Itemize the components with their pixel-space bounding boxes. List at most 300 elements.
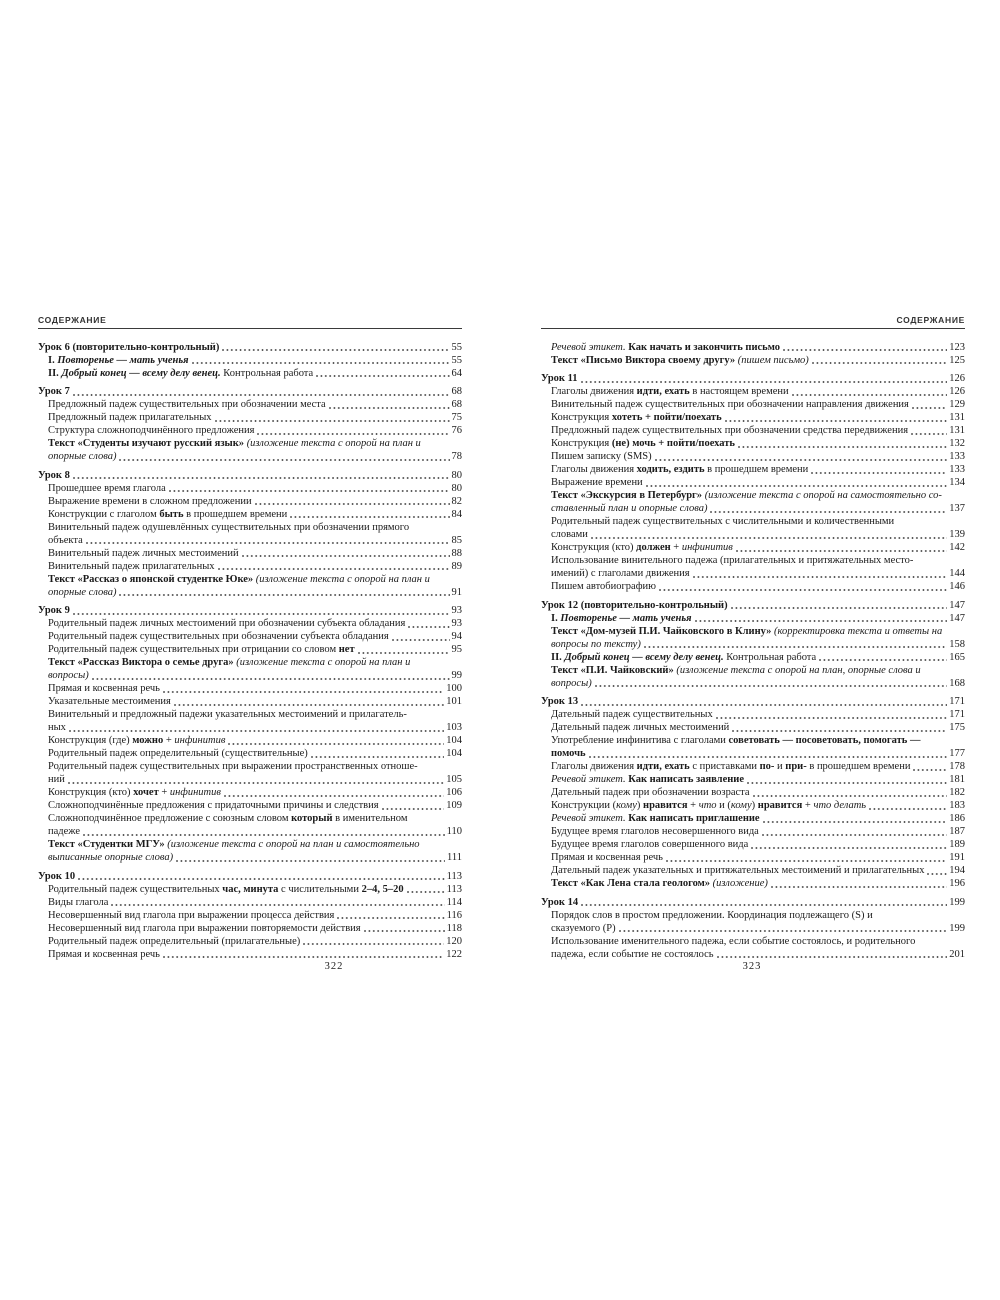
toc-entry	[541, 708, 965, 721]
toc-entry-text: вопросы по тексту)	[551, 638, 641, 650]
page-ref: 175	[949, 722, 965, 733]
toc-entry-text: опорные слова)	[48, 451, 117, 462]
toc-entry	[38, 547, 462, 560]
dot-leader	[408, 625, 449, 629]
toc-lesson-entry	[38, 604, 462, 617]
dot-leader	[364, 929, 445, 933]
toc-entry	[38, 424, 462, 437]
dot-leader	[666, 859, 947, 863]
toc-entry-text: Текст «Студенты изучают русский язык» (изложение текста с опорой на план и	[48, 438, 421, 449]
page-ref: 114	[446, 896, 462, 908]
page-ref: 137	[949, 503, 965, 514]
page-ref: 100	[446, 683, 462, 694]
toc-entry-text: Сложноподчинённое предложение с союзным словом который в именительном	[48, 813, 408, 824]
toc-entry-text: Пишем автобиографию	[551, 581, 656, 592]
toc-entry	[38, 482, 462, 495]
toc-lesson-entry	[541, 599, 965, 612]
dot-leader	[716, 716, 948, 720]
dot-leader	[111, 903, 444, 907]
page-ref: 91	[451, 586, 462, 598]
dot-leader	[83, 833, 445, 837]
page-ref: 111	[447, 852, 462, 863]
toc-entry	[541, 838, 965, 851]
page-ref: 131	[949, 425, 965, 436]
toc-entry-text: Речевой этикет. Как написать приглашение	[551, 813, 760, 824]
dot-leader	[591, 536, 947, 540]
toc-entry	[38, 747, 462, 760]
toc-entry-text: вопросы)	[551, 677, 592, 689]
dot-leader	[290, 515, 449, 519]
toc-entry-text: Текст «Как Лена стала геологом» (изложение)	[551, 878, 768, 889]
dot-leader	[819, 658, 947, 662]
dot-leader	[646, 484, 948, 488]
dot-leader	[224, 794, 444, 798]
toc-entry-text: Урок 13	[541, 696, 579, 707]
toc-lesson-entry	[38, 469, 462, 482]
dot-leader	[725, 419, 948, 423]
toc-entry	[541, 773, 965, 786]
dot-leader	[869, 807, 947, 811]
toc-entry	[38, 573, 462, 599]
toc-entry-text: Родительный падеж существительных с числительными и количественными	[551, 516, 895, 527]
toc-entry-text: Порядок слов в простом предложении. Координация подлежащего (S) и	[551, 909, 873, 921]
dot-leader	[812, 361, 947, 365]
toc-entry-text: Дательный падеж существительных	[551, 709, 713, 720]
toc-entry-text: Будущее время глаголов совершенного вида	[551, 839, 749, 850]
dot-leader	[927, 872, 947, 876]
toc-entry-text: Текст «Экскурсия в Петербург» (изложение текста с опорой на самостоятельно со-	[551, 490, 942, 501]
toc-lesson-entry	[541, 695, 965, 708]
toc-entry-text: Урок 8	[38, 469, 70, 481]
toc-entry	[38, 909, 462, 922]
dot-leader	[710, 510, 947, 514]
toc-entry-text: Дательный падеж указательных и притяжательных местоимений и прилагательных	[551, 865, 925, 876]
toc-entry-text: Конструкция (где) можно + инфинитив	[48, 735, 226, 746]
page-ref: 120	[446, 935, 462, 947]
dot-leader	[358, 651, 450, 655]
page-ref: 113	[446, 870, 462, 882]
toc-entry-text: объекта	[48, 534, 83, 546]
toc-entry-text: Винительный и предложный падежи указательных местоимений и прилагатель-	[48, 709, 407, 720]
dot-leader	[644, 645, 947, 649]
toc-entry	[38, 354, 462, 367]
page-ref: 133	[949, 451, 965, 462]
dot-leader	[753, 794, 948, 798]
toc-entry-text: падеже	[48, 826, 81, 837]
page-ref: 182	[949, 787, 965, 798]
dot-leader	[119, 593, 449, 597]
toc-entry-text: Конструкция хотеть + пойти/поехать	[551, 412, 722, 423]
dot-leader	[86, 541, 450, 545]
toc-entry-text: Урок 11	[541, 373, 578, 384]
page-ref: 199	[949, 896, 965, 908]
toc-entry	[541, 411, 965, 424]
toc-entry	[541, 515, 965, 541]
toc-entry-text: Виды глагола	[48, 896, 109, 908]
dot-leader	[73, 476, 450, 480]
page-number-right: 323	[742, 961, 762, 972]
page-ref: 178	[949, 761, 965, 772]
page-ref: 80	[451, 469, 462, 481]
page-ref: 181	[949, 774, 965, 785]
toc-entry-text: Текст «Письмо Виктора своему другу» (пишем письмо)	[551, 354, 809, 366]
page-ref: 82	[451, 495, 462, 507]
page-ref: 122	[446, 948, 462, 960]
dot-leader	[176, 859, 445, 863]
toc-entry-text: Структура сложноподчинённого предложения	[48, 425, 255, 436]
page-ref: 64	[451, 367, 462, 379]
toc-entry-text: II. Добрый конец — всему делу венец. Контрольная работа	[551, 651, 817, 663]
toc-entry-text: Урок 14	[541, 896, 579, 908]
toc-entry-text: Сложноподчинённые предложения с придаточными причины и следствия	[48, 800, 379, 811]
toc-entry-text: Конструкция (не) мочь + пойти/поехать	[551, 438, 735, 449]
toc-entry-text: Конструкции (кому) нравится + что и (кому) нравится + что делать	[551, 800, 867, 811]
page-ref: 68	[451, 386, 462, 397]
toc-entry	[541, 476, 965, 489]
dot-leader	[738, 445, 947, 449]
dot-leader	[303, 942, 444, 946]
toc-entry-text: Использование винительного падежа (прилагательных и притяжательных место-	[551, 555, 914, 566]
page-ref: 196	[949, 878, 965, 889]
toc-entry	[541, 625, 965, 651]
page-ref: 201	[949, 948, 965, 960]
toc-entry	[38, 398, 462, 411]
toc-entry-text: Урок 12 (повторительно-контрольный)	[541, 599, 728, 611]
page-ref: 88	[451, 547, 462, 559]
page-ref: 110	[446, 826, 462, 837]
toc-entry-text: выписанные опорные слова)	[48, 852, 174, 863]
toc-entry	[38, 521, 462, 547]
page-ref: 94	[451, 631, 462, 642]
toc-entry-text: Несовершенный вид глагола при выражении повторяемости действия	[48, 922, 361, 934]
toc-entry-text: Глаголы движения ходить, ездить в прошедшем времени	[551, 464, 809, 475]
page-ref: 68	[451, 399, 462, 410]
page-ref: 126	[949, 386, 965, 397]
page-ref: 116	[446, 909, 462, 921]
dot-leader	[329, 406, 450, 410]
page-ref: 80	[451, 482, 462, 494]
toc-entry-text: Прошедшее время глагола	[48, 482, 166, 494]
toc-entry-text: Родительный падеж определительный (прилагательные)	[48, 935, 301, 947]
toc-entry-text: I. Повторенье — мать ученья	[48, 354, 189, 366]
toc-entry	[38, 508, 462, 521]
page-ref: 134	[949, 477, 965, 488]
toc-entry	[541, 541, 965, 554]
toc-lesson-entry	[38, 870, 462, 883]
page-ref: 55	[451, 354, 462, 366]
running-head-left: СОДЕРЖАНИЕ	[38, 315, 462, 329]
page-ref: 101	[446, 696, 462, 707]
toc-entry	[38, 896, 462, 909]
toc-entry-text: Конструкции с глаголом быть в прошедшем времени	[48, 508, 288, 520]
toc-entry	[38, 495, 462, 508]
toc-entry	[541, 341, 965, 354]
dot-leader	[912, 406, 947, 410]
toc-entry-text: Текст «П.И. Чайковский» (изложение текста с опорой на план, опорные слова и	[551, 664, 921, 676]
toc-entry	[541, 398, 965, 411]
toc-page-right	[541, 315, 965, 961]
page-ref: 99	[451, 670, 462, 681]
toc-entry-text: Указательные местоимения	[48, 696, 171, 707]
toc-entry	[541, 554, 965, 580]
dot-leader	[731, 606, 948, 610]
toc-entry-text: Предложный падеж существительных при обозначении средства передвижения	[551, 425, 909, 436]
toc-entry	[541, 463, 965, 476]
dot-leader	[659, 588, 947, 592]
toc-entry	[541, 450, 965, 463]
page-ref: 55	[451, 341, 462, 353]
toc-entry-text: Родительный падеж существительных час, минута с числительными 2–4, 5–20	[48, 883, 404, 895]
dot-leader	[619, 929, 948, 933]
dot-leader	[242, 554, 450, 558]
toc-entry-text: Прямая и косвенная речь	[48, 948, 160, 960]
toc-entry	[541, 935, 965, 961]
page-ref: 93	[451, 605, 462, 616]
toc-entry-text: Урок 9	[38, 605, 70, 616]
toc-entry-text: Глаголы движения идти, ехать с приставками по- и при- в прошедшем времени	[551, 761, 911, 772]
page-ref: 129	[949, 399, 965, 410]
toc-entry-text: I. Повторенье — мать ученья	[551, 612, 692, 624]
toc-entry	[541, 825, 965, 838]
toc-entry	[38, 948, 462, 961]
dot-leader	[751, 846, 947, 850]
toc-entry	[541, 721, 965, 734]
toc-entry-text: Выражение времени	[551, 477, 643, 488]
toc-entry	[38, 799, 462, 812]
page-ref: 76	[451, 425, 462, 436]
toc-entry-text: Конструкция (кто) должен + инфинитив	[551, 542, 733, 553]
page-ref: 187	[949, 826, 965, 837]
dot-leader	[783, 348, 947, 352]
dot-leader	[78, 877, 445, 881]
toc-entry-text: Текст «Рассказ о японской студентке Юке» (изложение текста с опорой на план и	[48, 573, 430, 585]
dot-leader	[192, 361, 450, 365]
toc-lesson-entry	[38, 385, 462, 398]
toc-entries-right	[541, 329, 965, 961]
toc-entry	[38, 935, 462, 948]
toc-entry	[541, 664, 965, 690]
page-ref: 139	[949, 529, 965, 540]
toc-entry	[38, 883, 462, 896]
toc-entry-text: Речевой этикет. Как начать и закончить письмо	[551, 341, 780, 353]
toc-entry	[38, 786, 462, 799]
page-number-left: 322	[324, 961, 344, 972]
page-ref: 131	[949, 412, 965, 423]
dot-leader	[311, 755, 444, 759]
dot-leader	[392, 638, 450, 642]
toc-entry	[38, 560, 462, 573]
toc-entry-text: Предложный падеж прилагательных	[48, 412, 212, 423]
page-ref: 165	[949, 651, 965, 663]
dot-leader	[581, 903, 947, 907]
toc-page-left	[38, 315, 462, 961]
toc-entry-text: Родительный падеж существительных при отрицании со словом нет	[48, 644, 355, 655]
toc-entry-text: Винительный падеж личных местоимений	[48, 547, 239, 559]
toc-entry-text: Дательный падеж при обозначении возраста	[551, 787, 750, 798]
toc-entry	[541, 734, 965, 760]
page-ref: 177	[949, 748, 965, 759]
toc-entry	[38, 367, 462, 380]
toc-entry	[541, 424, 965, 437]
toc-entry-text: Урок 6 (повторительно-контрольный)	[38, 341, 220, 353]
page-ref: 85	[451, 534, 462, 546]
page-ref: 168	[949, 677, 965, 689]
toc-entry	[541, 580, 965, 593]
page-ref: 142	[949, 542, 965, 553]
toc-entry-text: Употребление инфинитива с глаголами советовать — посоветовать, помогать —	[551, 735, 921, 746]
toc-entry	[38, 656, 462, 682]
toc-entry-text: Дательный падеж личных местоимений	[551, 722, 730, 733]
toc-entry	[38, 617, 462, 630]
toc-entry-text: ных	[48, 722, 66, 733]
page-ref: 189	[949, 839, 965, 850]
dot-leader	[222, 348, 449, 352]
dot-leader	[316, 374, 449, 378]
toc-entry-text: падежа, если событие не состоялось	[551, 948, 714, 960]
dot-leader	[337, 916, 444, 920]
toc-entry-text: Урок 10	[38, 870, 76, 882]
dot-leader	[771, 885, 947, 889]
dot-leader	[747, 781, 947, 785]
page-ref: 144	[949, 568, 965, 579]
page-ref: 93	[451, 618, 462, 629]
page-ref: 113	[446, 883, 462, 895]
page-ref: 133	[949, 464, 965, 475]
dot-leader	[73, 393, 450, 397]
toc-lesson-entry	[541, 372, 965, 385]
toc-entries-left	[38, 329, 462, 961]
toc-entry-text: Несовершенный вид глагола при выражении процесса действия	[48, 909, 335, 921]
dot-leader	[92, 677, 450, 681]
toc-entry-text: Пишем записку (SMS)	[551, 451, 652, 462]
page-ref: 199	[949, 922, 965, 934]
toc-entry	[541, 864, 965, 877]
page-ref: 78	[451, 451, 462, 462]
toc-entry-text: Родительный падеж определительный (существительные)	[48, 748, 308, 759]
dot-leader	[215, 419, 450, 423]
toc-entry	[541, 760, 965, 773]
toc-entry-text: Родительный падеж существительных при выражении пространственных отноше-	[48, 761, 418, 772]
page-ref: 95	[451, 644, 462, 655]
dot-leader	[732, 729, 947, 733]
dot-leader	[581, 380, 948, 384]
toc-entry	[38, 734, 462, 747]
page-ref: 171	[949, 696, 965, 707]
toc-entry	[541, 385, 965, 398]
dot-leader	[695, 619, 948, 623]
toc-entry	[541, 612, 965, 625]
dot-leader	[255, 502, 450, 506]
toc-entry-text: Урок 7	[38, 386, 70, 397]
dot-leader	[911, 432, 947, 436]
page-ref: 146	[949, 581, 965, 592]
toc-entry-text: имений) с глаголами движения	[551, 568, 690, 579]
dot-leader	[792, 393, 948, 397]
dot-leader	[228, 742, 444, 746]
page-ref: 104	[446, 735, 462, 746]
dot-leader	[811, 471, 947, 475]
toc-entry	[541, 489, 965, 515]
toc-entry	[541, 437, 965, 450]
toc-entry-text: ставленный план и опорные слова)	[551, 503, 708, 514]
page-ref: 75	[451, 412, 462, 423]
dot-leader	[169, 489, 450, 493]
toc-entry-text: Винительный падеж прилагательных	[48, 560, 215, 572]
toc-lesson-entry	[541, 896, 965, 909]
page-ref: 126	[949, 373, 965, 384]
toc-entry	[541, 354, 965, 367]
dot-leader	[581, 703, 947, 707]
toc-entry	[38, 643, 462, 656]
toc-entry	[541, 851, 965, 864]
toc-entry	[38, 437, 462, 463]
page-ref: 147	[949, 599, 965, 611]
page-ref: 89	[451, 560, 462, 572]
dot-leader	[218, 567, 450, 571]
page-ref: 147	[949, 612, 965, 624]
page-ref: 103	[446, 722, 462, 733]
toc-entry-text: Прямая и косвенная речь	[551, 852, 663, 863]
toc-entry-text: опорные слова)	[48, 586, 117, 598]
toc-entry	[38, 411, 462, 424]
dot-leader	[382, 807, 445, 811]
dot-leader	[693, 575, 948, 579]
toc-entry	[541, 877, 965, 890]
dot-leader	[69, 729, 444, 733]
toc-entry	[38, 682, 462, 695]
toc-entry	[38, 708, 462, 734]
page-ref: 158	[949, 638, 965, 650]
page-ref: 118	[446, 922, 462, 934]
toc-entry	[38, 812, 462, 838]
dot-leader	[736, 549, 947, 553]
toc-entry-text: Речевой этикет. Как написать заявление	[551, 774, 744, 785]
dot-leader	[174, 703, 444, 707]
toc-entry	[541, 799, 965, 812]
toc-entry-text: Использование именительного падежа, если событие состоялось, и родительного	[551, 935, 916, 947]
toc-entry-text: Винительный падеж одушевлённых существительных при обозначении прямого	[48, 521, 410, 533]
toc-entry-text: Винительный падеж существительных при обозначении направления движения	[551, 399, 909, 410]
toc-entry-text: ний	[48, 774, 65, 785]
toc-entry	[38, 760, 462, 786]
dot-leader	[595, 684, 948, 688]
toc-entry-text: Выражение времени в сложном предложении	[48, 495, 252, 507]
dot-leader	[68, 781, 444, 785]
toc-entry-text: Родительный падеж существительных при обозначении субъекта обладания	[48, 631, 389, 642]
toc-entry	[541, 812, 965, 825]
page-ref: 123	[949, 341, 965, 353]
page-ref: 132	[949, 438, 965, 449]
dot-leader	[407, 890, 445, 894]
toc-entry-text: Текст «Студентки МГУ» (изложение текста с опорой на план и самостоятельно	[48, 839, 420, 850]
toc-entry	[38, 695, 462, 708]
toc-entry-text: Будущее время глаголов несовершенного вида	[551, 826, 759, 837]
dot-leader	[763, 820, 948, 824]
page-ref: 125	[949, 354, 965, 366]
toc-entry-text: II. Добрый конец — всему делу венец. Контрольная работа	[48, 367, 314, 379]
toc-entry-text: Прямая и косвенная речь	[48, 683, 160, 694]
page-ref: 109	[446, 800, 462, 811]
toc-entry-text: Глаголы движения идти, ехать в настоящем времени	[551, 386, 789, 397]
toc-entry-text: Конструкция (кто) хочет + инфинитив	[48, 787, 221, 798]
dot-leader	[119, 458, 449, 462]
page-ref: 186	[949, 813, 965, 824]
dot-leader	[257, 432, 449, 436]
page-ref: 191	[949, 852, 965, 863]
toc-entry	[38, 838, 462, 864]
toc-lesson-entry	[38, 341, 462, 354]
page-ref: 171	[949, 709, 965, 720]
